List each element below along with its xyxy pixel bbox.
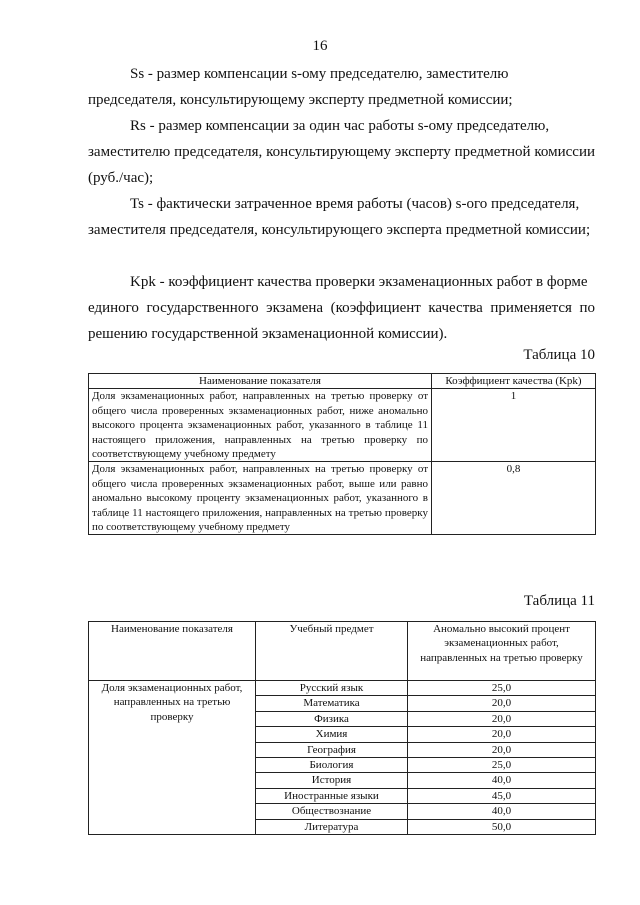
table11-value-cell: 45,0	[408, 788, 596, 803]
table11-value-cell: 20,0	[408, 727, 596, 742]
table11-value-cell: 20,0	[408, 742, 596, 757]
table11-header-percent: Аномально высокий процент экзаменационных работ, направленных на третью проверку	[408, 622, 596, 681]
paragraph-ss-rest: председателя, консультирующему эксперту предметной комиссии;	[88, 92, 513, 108]
table11-header-row	[89, 622, 596, 681]
table11-value-cell: 20,0	[408, 696, 596, 711]
table-row	[89, 681, 596, 696]
table10-coef-cell: 0,8	[432, 462, 596, 535]
table11-value-cell: 50,0	[408, 819, 596, 834]
table11-subject-cell: Математика	[256, 696, 408, 711]
table11-subject-cell: История	[256, 773, 408, 788]
table11-subject-cell: Иностранные языки	[256, 788, 408, 803]
table10-indicator-cell: Доля экзаменационных работ, направленных на третью проверку от общего числа проверенных экзаменационных работ, ниже аномально высокого процента экзаменационных работ, указанного в таблице 11 настоящего приложения, направленных на третью проверку по соответствующему учебному предмету	[89, 389, 432, 462]
paragraph-ss	[88, 61, 595, 113]
table11-subject-cell: География	[256, 742, 408, 757]
paragraph-ts-first-line: Ts - фактически затраченное время работы (часов) s-ого председателя,	[130, 196, 580, 212]
table11-value-cell: 25,0	[408, 681, 596, 696]
paragraph-ss-first-line: Ss - размер компенсации s-ому председателю, заместителю	[130, 66, 509, 82]
paragraph-rs	[88, 113, 595, 191]
paragraph-kpk-first-line: Kpk - коэффициент качества проверки экзаменационных работ в форме	[130, 274, 588, 290]
table10-indicator-cell: Доля экзаменационных работ, направленных на третью проверку от общего числа проверенных экзаменационных работ, выше или равно аномально высокому проценту экзаменационных работ, указанного в таблице 11 настоящего приложения, направленных на третью проверку по соответствующему учебному предмету	[89, 462, 432, 535]
paragraph-rs-first-line: Rs - размер компенсации за один час работы s-ому председателю,	[130, 118, 550, 134]
table11-header-indicator: Наименование показателя	[89, 622, 256, 681]
table11-subject-cell: Русский язык	[256, 681, 408, 696]
table11-indicator-cell: Доля экзаменационных работ, направленных на третью проверку	[89, 681, 256, 835]
table11-subject-cell: Литература	[256, 819, 408, 834]
table10-coef-cell: 1	[432, 389, 596, 462]
table11-subject-cell: Химия	[256, 727, 408, 742]
table10-caption: Таблица 10	[523, 347, 595, 363]
paragraph-ts	[88, 191, 595, 243]
table10-header-row	[89, 374, 596, 389]
table10-header-indicator: Наименование показателя	[89, 374, 432, 389]
table11-subject-cell: Обществознание	[256, 804, 408, 819]
table-11	[88, 621, 596, 835]
table-10	[88, 373, 596, 535]
table11-value-cell: 20,0	[408, 711, 596, 726]
table-row	[89, 462, 596, 535]
table11-value-cell: 40,0	[408, 773, 596, 788]
table11-header-subject: Учебный предмет	[256, 622, 408, 681]
paragraph-kpk-rest: единого государственного экзамена (коэффициент качества применяется по решению государственной экзаменационной комиссии).	[88, 300, 595, 342]
paragraph-kpk	[88, 269, 595, 347]
paragraph-ts-rest: заместителя председателя, консультирующего эксперта предметной комиссии;	[88, 222, 591, 238]
paragraph-rs-rest: заместителю председателя, консультирующему эксперту предметной комиссии (руб./час);	[88, 144, 595, 186]
table11-subject-cell: Биология	[256, 758, 408, 773]
table11-value-cell: 25,0	[408, 758, 596, 773]
table10-header-coef: Коэффициент качества (Kpk)	[432, 374, 596, 389]
page-number: 16	[312, 38, 328, 54]
table11-subject-cell: Физика	[256, 711, 408, 726]
table-row	[89, 389, 596, 462]
table11-caption: Таблица 11	[523, 593, 595, 609]
table11-value-cell: 40,0	[408, 804, 596, 819]
